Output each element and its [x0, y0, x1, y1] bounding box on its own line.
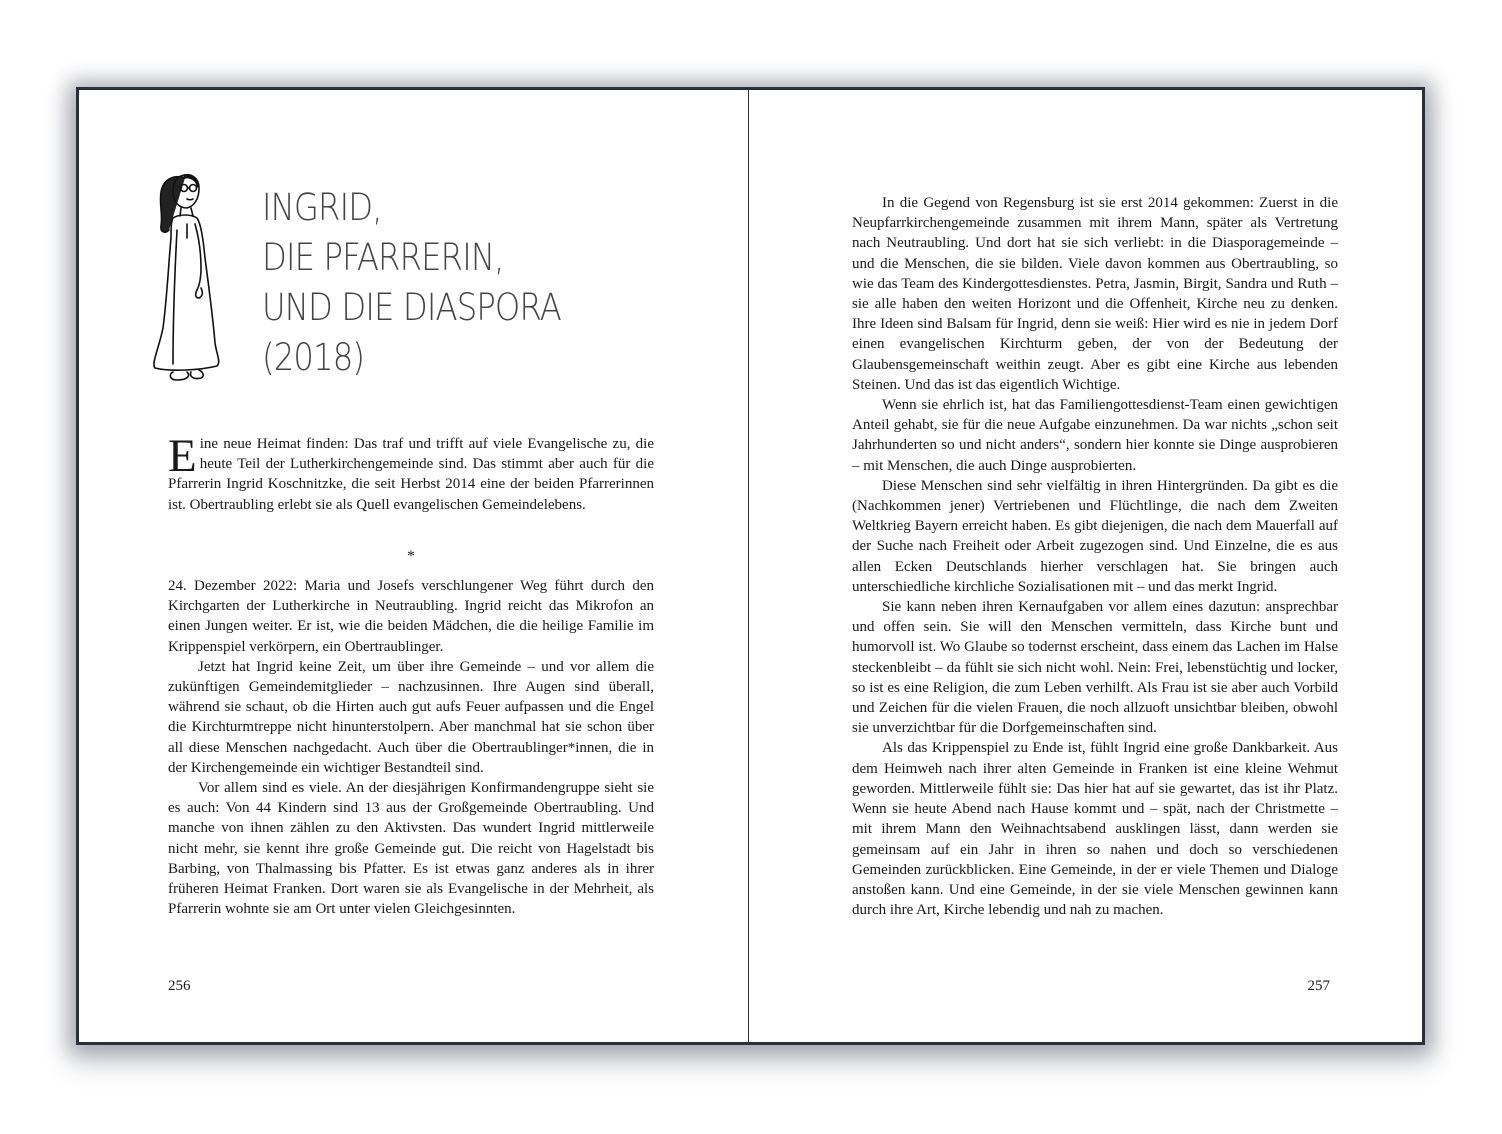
left-page [79, 90, 748, 1042]
right-page-body [852, 193, 1338, 920]
page-number-left: 256 [168, 978, 191, 994]
right-page [749, 90, 1422, 1042]
chapter-title-line: UND DIE DIASPORA [262, 285, 561, 329]
chapter-title-line: DIE PFARRERIN, [262, 235, 504, 279]
intro-text: ine neue Heimat finden: Das traf und trifft auf viele Evangelische zu, die heute Teil der Lutherkirchengemeinde sind. Das stimmt aber auch für die Pfarrerin Ingrid Koschnitzke, die seit Herbst 2014 eine der beiden Pfarrerinnen ist. Obertraubling erlebt sie als Quell evangelischen Gemeindelebens. [168, 436, 654, 513]
body-paragraph: Diese Menschen sind sehr vielfältig in ihren Hintergründen. Da gibt es die (Nachkommen jener) Vertriebenen und Flüchtlinge, die nach dem Zweiten Weltkrieg Bayern erreicht haben. Es gibt diejenigen, die nach dem Mauerfall auf der Suche nach Freiheit oder Arbeit zugezogen sind. Und Einzelne, die es aus allen Ecken Deutschlands hierher verschlagen hat. Sie bringen auch unterschiedliche kirchliche Sozialisationen mit – und das merkt Ingrid. [852, 477, 1338, 595]
body-paragraph: Jetzt hat Ingrid keine Zeit, um über ihre Gemeinde – und vor allem die zukünftigen Gemeindemitglieder – nachzusinnen. Ihre Augen sind überall, während sie schaut, ob die Hirten auch gut aufs Feuer aufpassen und die Engel die Kirchturmtreppe nicht hinunterstolpern. Aber manchmal hat sie schon über all diese Menschen nachgedacht. Auch über die Obertraublinger*innen, die in der Kirchengemeinde ein wichtiger Bestandteil sind. [168, 658, 654, 776]
chapter-title-line: INGRID, [262, 185, 382, 229]
body-paragraph: Sie kann neben ihren Kernaufgaben vor allem eines dazutun: ansprechbar und offen sein. Sie will den Menschen vermitteln, dass Kirche bunt und humorvoll ist. Wo Glaube so todernst erscheint, dass einem das Lachen im Halse steckenbleibt – da fühlt sie sich nicht wohl. Nein: Frei, lebenstüchtig und locker, so ist es eine Religion, die zum Leben verhilft. Als Frau ist sie aber auch Vorbild und Zeichen für die vielen Frauen, die noch allzuoft unsichtbar bleiben, obwohl sie unverzichtbar für die Dorfgemeinschaften sind. [852, 599, 1338, 737]
chapter-title-line: (2018) [262, 335, 365, 379]
section-separator: * [407, 548, 415, 565]
body-paragraph: Wenn sie ehrlich ist, hat das Familiengottesdienst-Team einen gewichtigen Anteil gehabt, sie für die neue Aufgabe einzunehmen. Da war nichts „schon seit Jahrhunderten so und nicht anders“, sondern hier konnte sie Dinge ausprobieren – mit Menschen, die auch Dinge ausprobierten. [852, 397, 1338, 474]
page-number-right: 257 [1307, 978, 1330, 994]
book-spread [76, 87, 1425, 1045]
body-paragraph: 24. Dezember 2022: Maria und Josefs verschlungener Weg führt durch den Kirchgarten der Lutherkirche in Neutraubling. Ingrid reicht das Mikrofon an einen Jungen weiter. Er ist, wie die beiden Mädchen, die die heilige Familie im Krippenspiel verkörpern, ein Obertraublinger. [168, 578, 654, 655]
body-paragraph: In die Gegend von Regensburg ist sie erst 2014 gekommen: Zuerst in die Neupfarrkirchengemeinde zusammen mit ihrem Mann, später als Vertretung nach Neutraubling. Und dort hat sie sich verliebt: in die Diasporagemeinde – und die Menschen, die sie bilden. Viele davon kommen aus Obertraubling, so wie das Team des Kindergottesdienstes. Petra, Jasmin, Birgit, Sandra und Ruth – sie alle haben den weiten Horizont und die Offenheit, Kirche neu zu denken. Ihre Ideen sind Balsam für Ingrid, denn sie weiß: Hier wird es nie in jedem Dorf einen evangelischen Kirchturm geben, der von der Bedeutung der Glaubensgemeinschaft weithin zeugt. Aber es gibt eine Kirche aus lebenden Steinen. Und das ist das eigentlich Wichtige. [852, 195, 1338, 393]
drop-cap: E [168, 430, 197, 482]
body-paragraph: Vor allem sind es viele. An der diesjährigen Konfirmandengruppe sieht sie es auch: Von 44 Kindern sind 13 aus der Großgemeinde Obertraubling. Und manche von ihnen zählen zu den Aktivsten. Das wundert Ingrid mittlerweile nicht mehr, sie kennt ihre große Gemeinde gut. Die reicht von Hagelstadt bis Barbing, von Thalmassing bis Pfatter. Es ist etwas ganz anderes als in ihrer früheren Heimat Franken. Dort waren sie als Evangelische in der Mehrheit, als Pfarrerin wohnte sie am Ort unter vielen Gleichgesinnten. [168, 780, 654, 918]
body-paragraph: Als das Krippenspiel zu Ende ist, fühlt Ingrid eine große Dankbarkeit. Aus dem Heimweh nach ihrer alten Gemeinde in Franken ist eine kleine Wehmut geworden. Mittlerweile fühlt sie: Das hier hat auf sie gewartet, das ist ihr Platz. Wenn sie heute Abend nach Hause kommt und – spät, nach der Christmette – mit ihrem Mann den Weihnachtsabend ausklingen lässt, dann werden sie gemeinsam auf ein Jahr in ihren so nahen und doch so verschiedenen Gemeinden zurückblicken. Eine Gemeinde, in der er viele Themen und Dialoge anstoßen kann. Und eine Gemeinde, in der sie viele Menschen gewinnen kann durch ihre Art, Kirche lebendig und nah zu machen. [852, 740, 1338, 919]
left-page-body [168, 576, 654, 919]
intro-paragraph [168, 430, 654, 515]
chapter-title [262, 182, 561, 382]
pastor-illustration [151, 168, 231, 386]
